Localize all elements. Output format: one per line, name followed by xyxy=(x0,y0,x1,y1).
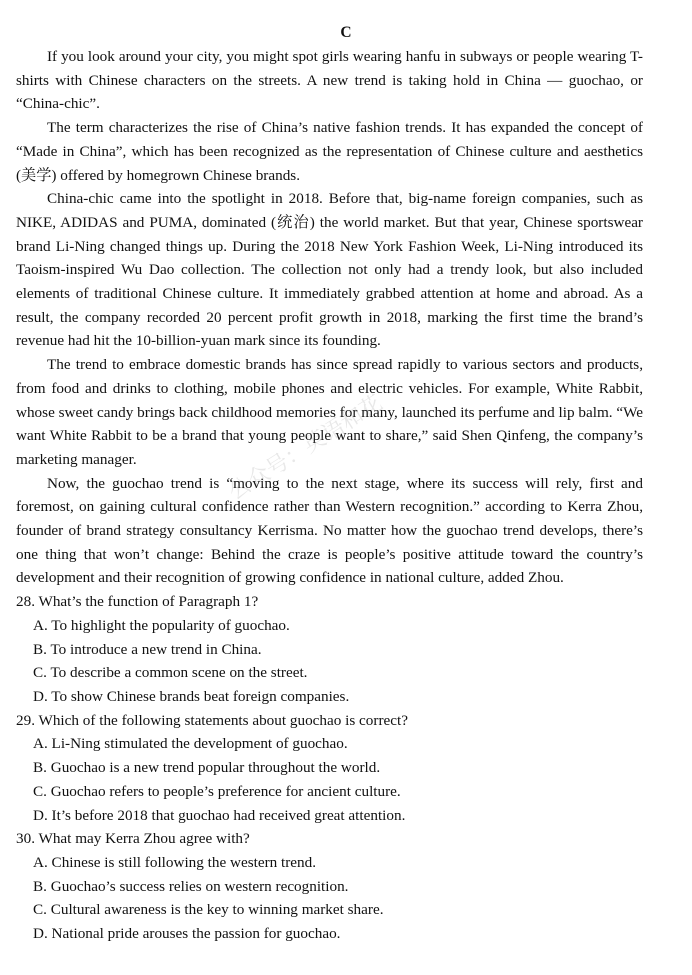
section-title: C xyxy=(340,24,352,41)
passage-paragraph-3: China-chic came into the spotlight in 2018. Before that, big-name foreign companies, such as NIKE, ADIDAS and PUMA, dominated (统治) the world market. But that year, Chinese sportswear brand Li-Ning changed things up. During the 2018 New York Fashion Week, Li-Ning introduced its Taoism-inspired Wu Dao collection. The collection not only had a trendy look, but also included elements of traditional Chinese culture. It immediately grabbed attention at home and abroad. As a result, the company recorded 20 percent profit growth in 2018, marking the first time the brand’s revenue had hit the 10-billion-yuan mark since its founding. xyxy=(16,190,643,350)
passage-paragraph-4: The trend to embrace domestic brands has since spread rapidly to various sectors and products, from food and drinks to clothing, mobile phones and electric vehicles. For example, White Rabbit, whose sweet candy brings back childhood memories for many, launched its perfume and lip balm. “We want White Rabbit to be a brand that young people want to share,” said Shen Qinfeng, the company’s marketing manager. xyxy=(16,356,643,468)
question-28 xyxy=(0,590,692,709)
option-d: D. It’s before 2018 that guochao had received great attention. xyxy=(33,806,406,824)
watermark: 公众号：英语和花 xyxy=(224,390,387,506)
passage-paragraph-1: If you look around your city, you might spot girls wearing hanfu in subways or people wearing T-shirts with Chinese characters on the streets. A new trend is taking hold in China — guochao, or “China-chic”. xyxy=(16,48,643,113)
option-a: A. To highlight the popularity of guochao. xyxy=(33,616,290,634)
option-b: B. To introduce a new trend in China. xyxy=(33,640,262,658)
question-stem: 28. What’s the function of Paragraph 1? xyxy=(16,593,259,611)
question-stem: 29. Which of the following statements about guochao is correct? xyxy=(16,711,408,729)
question-stem: 30. What may Kerra Zhou agree with? xyxy=(16,830,250,848)
option-c: C. Guochao refers to people’s preference for ancient culture. xyxy=(33,782,401,800)
option-a: A. Chinese is still following the western trend. xyxy=(33,853,317,871)
option-a: A. Li-Ning stimulated the development of guochao. xyxy=(33,735,348,753)
option-d: D. National pride arouses the passion for guochao. xyxy=(33,925,341,943)
question-29 xyxy=(0,709,692,828)
option-d: D. To show Chinese brands beat foreign companies. xyxy=(33,687,350,705)
passage-paragraph-5: Now, the guochao trend is “moving to the next stage, where its success will rely, first and foremost, on gaining cultural confidence rather than Western recognition.” according to Kerra Zhou, founder of brand strategy consultancy Kerrisma. No matter how the guochao trend develops, there’s one thing that won’t change: Behind the craze is people’s positive attitude toward the country’s development and their recognition of growing confidence in national culture, added Zhou. xyxy=(16,474,643,587)
option-b: B. Guochao’s success relies on western recognition. xyxy=(33,877,349,895)
question-30 xyxy=(0,827,692,946)
option-c: C. Cultural awareness is the key to winning market share. xyxy=(33,901,384,919)
option-c: C. To describe a common scene on the street. xyxy=(33,664,308,682)
option-b: B. Guochao is a new trend popular throughout the world. xyxy=(33,759,381,777)
passage-paragraph-2: The term characterizes the rise of China’s native fashion trends. It has expanded the concept of “Made in China”, which has been recognized as the representation of Chinese culture and aesthetics (美学) offered by homegrown Chinese brands. xyxy=(16,119,643,184)
